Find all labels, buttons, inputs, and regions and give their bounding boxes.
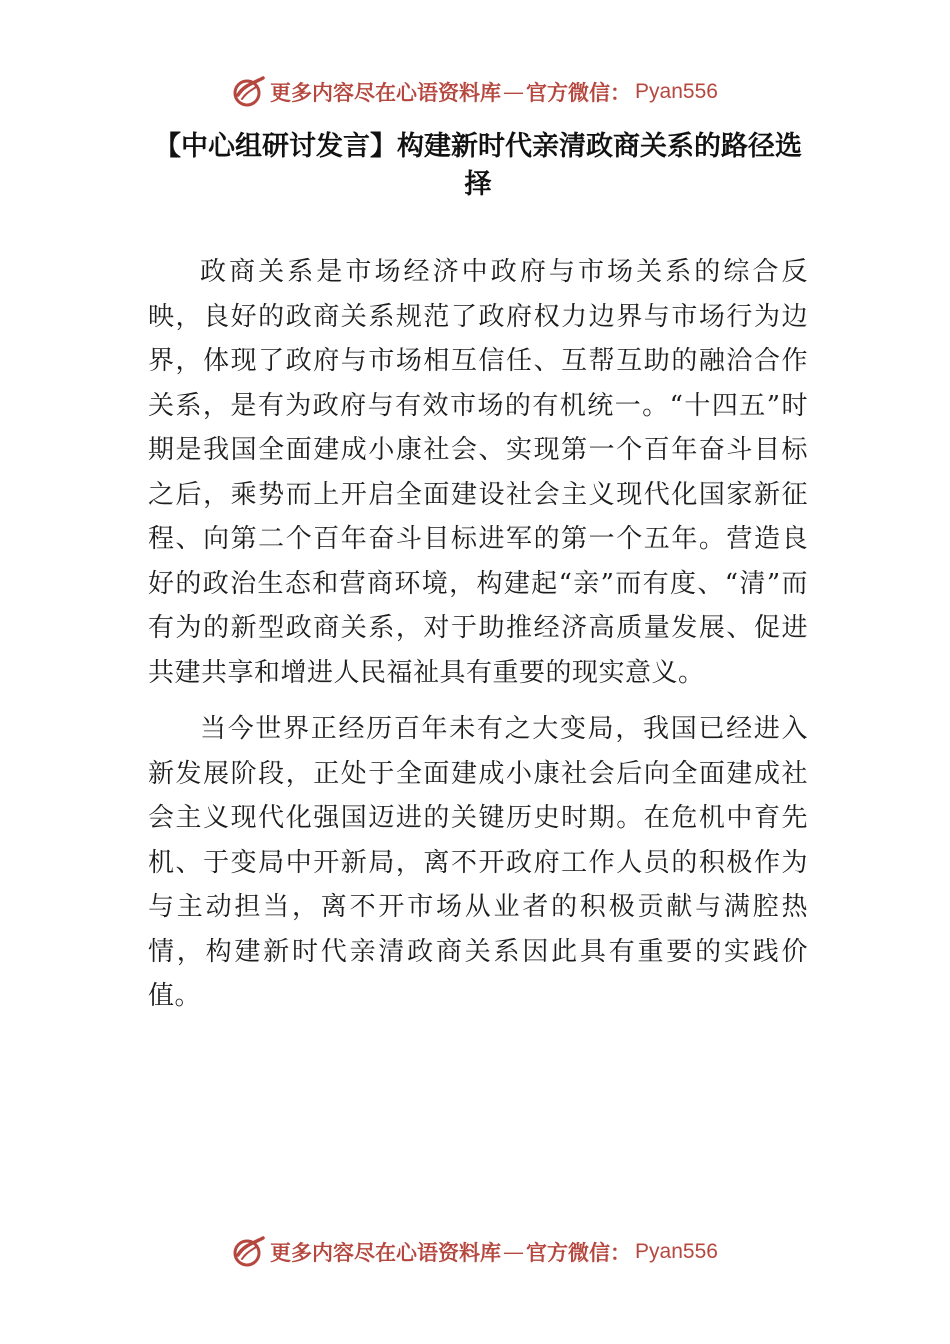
banner-brand-text: 更多内容尽在心语资料库 [270,1240,502,1265]
brush-stroke-logo-icon [232,75,266,109]
brush-stroke-logo-icon [232,1235,266,1269]
body-paragraph-1: 政商关系是市场经济中政府与市场关系的综合反映，良好的政商关系规范了政府权力边界与市场行为边界，体现了政府与市场相互信任、互帮互助的融洽合作关系，是有为政府与有效市场的有机统一。“十四五”时期是我国全面建成小康社会、实现第一个百年奋斗目标之后，乘势而上开启全面建设社会主义现代化国家新征程、向第二个百年奋斗目标进军的第一个五年。营造良好的政治生态和营商环境，构建起“亲”而有度、“清”而有为的新型政商关系，对于助推经济高质量发展、促进共建共享和增进人民福祉具有重要的现实意义。 [148,257,808,688]
body-paragraph-2: 当今世界正经历百年未有之大变局，我国已经进入新发展阶段，正处于全面建成小康社会后向全面建成社会主义现代化强国迈进的关键历史时期。在危机中育先机、于变局中开新局，离不开政府工作人员的积极作为与主动担当，离不开市场从业者的积极贡献与满腔热情，构建新时代亲清政商关系因此具有重要的实践价值。 [148,714,808,1011]
banner-separator: — [503,80,525,104]
banner-wechat-label: 官方微信： [526,80,632,105]
banner-brand-text: 更多内容尽在心语资料库 [270,80,502,105]
document-body [148,250,808,1031]
header-banner [0,72,950,112]
banner-wechat-id: Pyan556 [635,80,718,103]
banner-wechat-id: Pyan556 [635,1240,718,1263]
document-title: 【中心组研讨发言】构建新时代亲清政商关系的路径选择 [154,131,802,200]
banner-separator: — [503,1240,525,1264]
banner-wechat-label: 官方微信： [526,1240,632,1265]
footer-banner [0,1232,950,1272]
